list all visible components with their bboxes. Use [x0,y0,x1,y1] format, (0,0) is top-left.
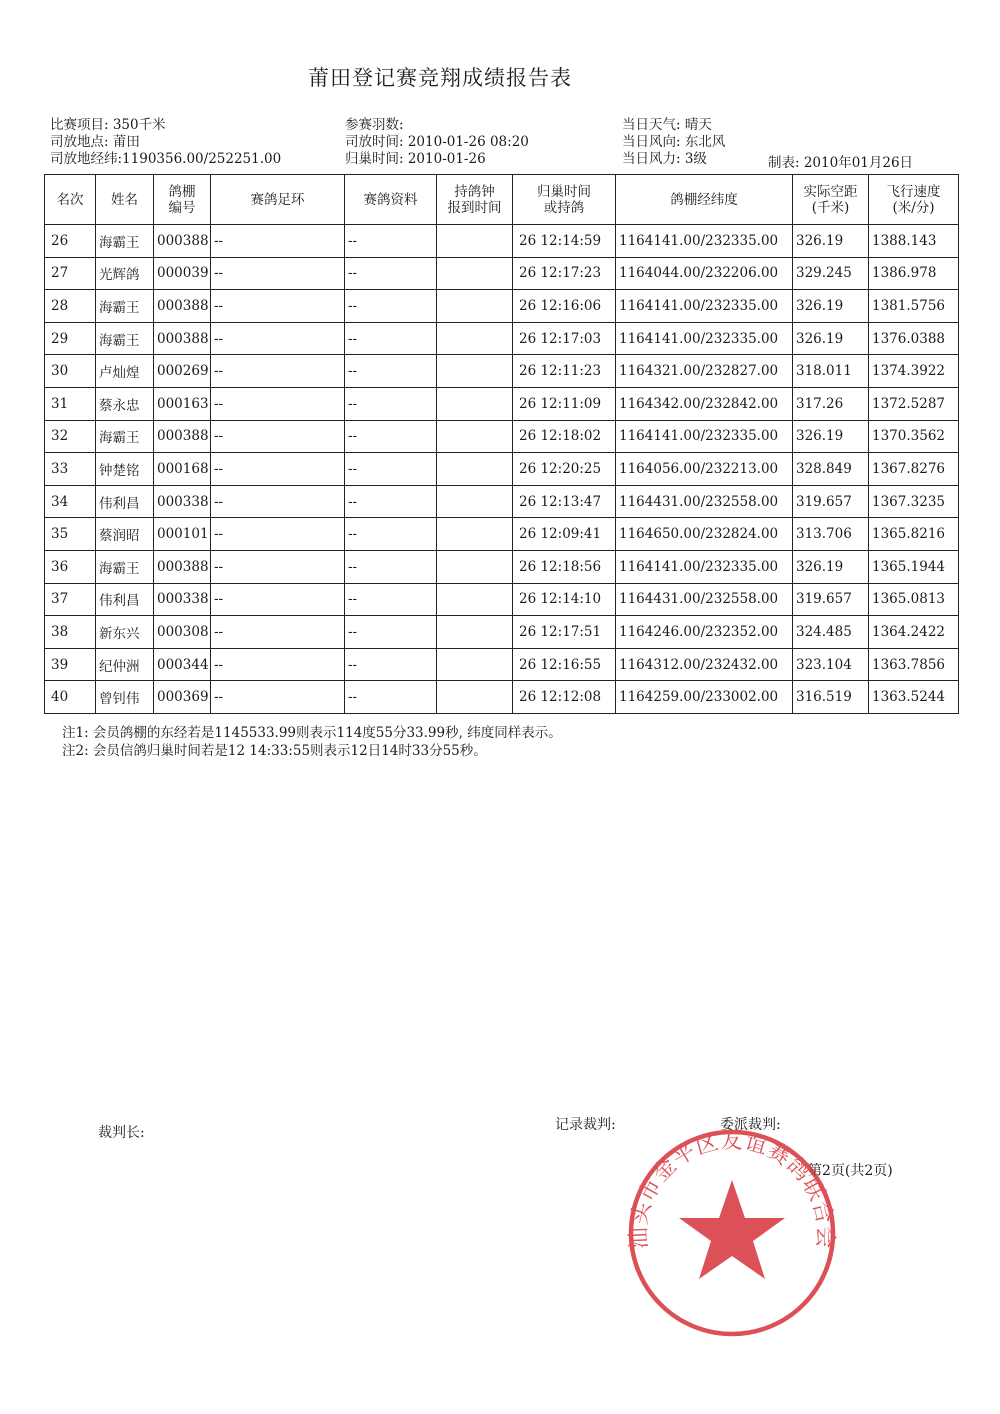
race-item: 比赛项目: 350千米 [50,117,166,133]
cell-clock-time [437,518,513,551]
header-ring [211,175,345,225]
cell-ring: -- [211,453,345,486]
table-row [45,550,959,583]
cell-coordinates: 1164141.00/232335.00 [616,420,793,453]
cell-ring: -- [211,420,345,453]
cell-return-time: 26 12:18:56 [513,550,616,583]
cell-rank: 27 [45,257,96,290]
cell-loft-id: 000101 [154,518,211,551]
cell-return-time: 26 12:13:47 [513,485,616,518]
cell-return-time: 26 12:20:25 [513,453,616,486]
cell-distance: 324.485 [793,616,869,649]
results-table [44,174,959,714]
cell-clock-time [437,648,513,681]
cell-bird-info: -- [345,225,437,258]
cell-bird-info: -- [345,290,437,323]
cell-bird-info: -- [345,420,437,453]
table-row [45,485,959,518]
entries-count: 参赛羽数: [345,117,404,133]
cell-rank: 40 [45,681,96,714]
cell-speed: 1374.3922 [869,355,959,388]
table-row [45,420,959,453]
cell-ring: -- [211,257,345,290]
cell-return-time: 26 12:18:02 [513,420,616,453]
note-1: 注1: 会员鸽棚的东经若是1145533.99则表示114度55分33.99秒, 纬度同样表示。 [62,725,562,741]
cell-ring: -- [211,485,345,518]
cell-coordinates: 1164056.00/232213.00 [616,453,793,486]
seal-star-icon [679,1180,785,1279]
cell-name: 卢灿煌 [96,355,154,388]
cell-loft-id: 000308 [154,616,211,649]
cell-distance: 313.706 [793,518,869,551]
cell-coordinates: 1164321.00/232827.00 [616,355,793,388]
header-rank [45,175,96,225]
cell-return-time: 26 12:14:10 [513,583,616,616]
cell-distance: 326.19 [793,225,869,258]
release-coordinates: 司放地经纬:1190356.00/252251.00 [50,151,282,167]
cell-loft-id: 000388 [154,550,211,583]
cell-loft-id: 000039 [154,257,211,290]
cell-loft-id: 000338 [154,485,211,518]
cell-clock-time [437,387,513,420]
cell-distance: 316.519 [793,681,869,714]
cell-distance: 318.011 [793,355,869,388]
cell-rank: 28 [45,290,96,323]
cell-bird-info: -- [345,616,437,649]
table-row [45,322,959,355]
cell-speed: 1365.0813 [869,583,959,616]
table-row [45,453,959,486]
header-name [96,175,154,225]
cell-name: 海霸王 [96,550,154,583]
cell-return-time: 26 12:17:23 [513,257,616,290]
meta-left-block [50,117,281,168]
cell-return-time: 26 12:16:06 [513,290,616,323]
note-2: 注2: 会员信鸽归巢时间若是12 14:33:55则表示12日14时33分55秒。 [62,743,487,759]
table-row [45,290,959,323]
cell-bird-info: -- [345,681,437,714]
table-row [45,257,959,290]
cell-speed: 1367.3235 [869,485,959,518]
made-date: 制表: 2010年01月26日 [768,155,914,171]
cell-bird-info: -- [345,322,437,355]
table-row [45,681,959,714]
table-row [45,387,959,420]
header-speed [869,175,959,225]
cell-ring: -- [211,681,345,714]
cell-ring: -- [211,322,345,355]
meta-right-block [622,117,725,168]
cell-rank: 32 [45,420,96,453]
cell-bird-info: -- [345,355,437,388]
header-coordinates [616,175,793,225]
cell-return-time: 26 12:12:08 [513,681,616,714]
official-seal-stamp [627,1128,837,1338]
cell-return-time: 26 12:09:41 [513,518,616,551]
cell-name: 伟利昌 [96,583,154,616]
cell-ring: -- [211,518,345,551]
cell-bird-info: -- [345,453,437,486]
cell-distance: 329.245 [793,257,869,290]
cell-loft-id: 000388 [154,322,211,355]
cell-speed: 1372.5287 [869,387,959,420]
seal-text-path: 汕头市金平区友谊赛鸽联合会 [627,1129,837,1250]
cell-coordinates: 1164141.00/232335.00 [616,322,793,355]
assigned-judge-label: 委派裁判: [720,1117,781,1133]
cell-clock-time [437,583,513,616]
cell-speed: 1364.2422 [869,616,959,649]
cell-speed: 1381.5756 [869,290,959,323]
table-row [45,225,959,258]
header-bird-info-text: 赛鸽资料 [363,191,418,208]
cell-rank: 33 [45,453,96,486]
cell-name: 曾钊伟 [96,681,154,714]
cell-loft-id: 000388 [154,225,211,258]
cell-clock-time [437,550,513,583]
cell-loft-id: 000388 [154,420,211,453]
cell-return-time: 26 12:11:09 [513,387,616,420]
cell-clock-time [437,453,513,486]
cell-rank: 26 [45,225,96,258]
cell-speed: 1376.0388 [869,322,959,355]
cell-speed: 1370.3562 [869,420,959,453]
table-row [45,648,959,681]
report-title: 莆田登记赛竞翔成绩报告表 [308,66,572,90]
cell-loft-id: 000338 [154,583,211,616]
cell-distance: 326.19 [793,420,869,453]
cell-ring: -- [211,355,345,388]
cell-ring: -- [211,387,345,420]
cell-return-time: 26 12:14:59 [513,225,616,258]
cell-name: 蔡永忠 [96,387,154,420]
meta-middle-block [345,117,529,168]
cell-name: 纪仲洲 [96,648,154,681]
page-number: 第2页(共2页) [808,1163,893,1179]
cell-bird-info: -- [345,583,437,616]
table-row [45,355,959,388]
cell-coordinates: 1164259.00/233002.00 [616,681,793,714]
cell-name: 海霸王 [96,420,154,453]
header-return-time-text: 归巢时间 或持鸽 [537,183,591,216]
cell-loft-id: 000163 [154,387,211,420]
cell-rank: 35 [45,518,96,551]
cell-loft-id: 000168 [154,453,211,486]
header-distance [793,175,869,225]
cell-clock-time [437,257,513,290]
cell-rank: 29 [45,322,96,355]
cell-ring: -- [211,583,345,616]
cell-name: 海霸王 [96,290,154,323]
header-ring-text: 赛鸽足环 [250,191,305,208]
record-judge-label: 记录裁判: [555,1117,616,1133]
cell-clock-time [437,681,513,714]
release-place: 司放地点: 莆田 [50,134,140,150]
table-row [45,518,959,551]
cell-clock-time [437,322,513,355]
header-bird-info [345,175,437,225]
cell-distance: 326.19 [793,322,869,355]
cell-coordinates: 1164650.00/232824.00 [616,518,793,551]
cell-ring: -- [211,648,345,681]
weather: 当日天气: 晴天 [622,117,712,133]
header-speed-text: 飞行速度 (米/分) [886,183,941,216]
cell-ring: -- [211,550,345,583]
cell-bird-info: -- [345,485,437,518]
cell-coordinates: 1164312.00/232432.00 [616,648,793,681]
header-name-text: 姓名 [111,191,138,208]
cell-clock-time [437,355,513,388]
cell-speed: 1363.7856 [869,648,959,681]
results-body [45,225,959,714]
cell-name: 钟楚铭 [96,453,154,486]
cell-speed: 1388.143 [869,225,959,258]
cell-bird-info: -- [345,257,437,290]
cell-distance: 319.657 [793,583,869,616]
wind-force: 当日风力: 3级 [622,151,707,167]
header-clock-time-text: 持鸽钟 报到时间 [447,183,502,216]
header-coordinates-text: 鸽棚经纬度 [670,191,738,208]
cell-rank: 34 [45,485,96,518]
header-loft-id-text: 鸽棚 编号 [168,183,196,216]
table-row [45,583,959,616]
cell-loft-id: 000344 [154,648,211,681]
cell-coordinates: 1164141.00/232335.00 [616,225,793,258]
cell-coordinates: 1164044.00/232206.00 [616,257,793,290]
cell-clock-time [437,485,513,518]
cell-bird-info: -- [345,518,437,551]
cell-distance: 317.26 [793,387,869,420]
cell-distance: 319.657 [793,485,869,518]
cell-coordinates: 1164246.00/232352.00 [616,616,793,649]
cell-distance: 326.19 [793,290,869,323]
cell-name: 海霸王 [96,225,154,258]
cell-distance: 326.19 [793,550,869,583]
cell-return-time: 26 12:11:23 [513,355,616,388]
cell-clock-time [437,290,513,323]
release-time: 司放时间: 2010-01-26 08:20 [345,134,529,150]
cell-ring: -- [211,290,345,323]
chief-judge-label: 裁判长: [98,1125,145,1141]
header-clock-time [437,175,513,225]
cell-speed: 1367.8276 [869,453,959,486]
cell-name: 新东兴 [96,616,154,649]
cell-clock-time [437,225,513,258]
cell-speed: 1365.8216 [869,518,959,551]
cell-rank: 36 [45,550,96,583]
cell-rank: 37 [45,583,96,616]
cell-speed: 1365.1944 [869,550,959,583]
cell-rank: 39 [45,648,96,681]
cell-bird-info: -- [345,648,437,681]
cell-distance: 328.849 [793,453,869,486]
cell-loft-id: 000369 [154,681,211,714]
cell-speed: 1386.978 [869,257,959,290]
header-rank-text: 名次 [56,191,84,208]
cell-name: 海霸王 [96,322,154,355]
cell-rank: 30 [45,355,96,388]
cell-bird-info: -- [345,387,437,420]
return-time: 归巢时间: 2010-01-26 [345,151,486,167]
cell-coordinates: 1164431.00/232558.00 [616,485,793,518]
wind-direction: 当日风向: 东北风 [622,134,726,150]
cell-name: 蔡润昭 [96,518,154,551]
cell-return-time: 26 12:17:51 [513,616,616,649]
header-return-time [513,175,616,225]
cell-bird-info: -- [345,550,437,583]
notes-block [62,724,562,760]
cell-return-time: 26 12:16:55 [513,648,616,681]
cell-coordinates: 1164141.00/232335.00 [616,290,793,323]
header-loft-id [154,175,211,225]
cell-return-time: 26 12:17:03 [513,322,616,355]
cell-rank: 31 [45,387,96,420]
cell-ring: -- [211,616,345,649]
cell-rank: 38 [45,616,96,649]
cell-ring: -- [211,225,345,258]
cell-clock-time [437,420,513,453]
cell-loft-id: 000269 [154,355,211,388]
cell-coordinates: 1164342.00/232842.00 [616,387,793,420]
cell-speed: 1363.5244 [869,681,959,714]
cell-coordinates: 1164431.00/232558.00 [616,583,793,616]
cell-name: 伟利昌 [96,485,154,518]
header-distance-text: 实际空距 (千米) [803,183,858,216]
cell-coordinates: 1164141.00/232335.00 [616,550,793,583]
table-row [45,616,959,649]
table-header-row [45,175,959,225]
cell-name: 光辉鸽 [96,257,154,290]
cell-distance: 323.104 [793,648,869,681]
cell-loft-id: 000388 [154,290,211,323]
cell-clock-time [437,616,513,649]
